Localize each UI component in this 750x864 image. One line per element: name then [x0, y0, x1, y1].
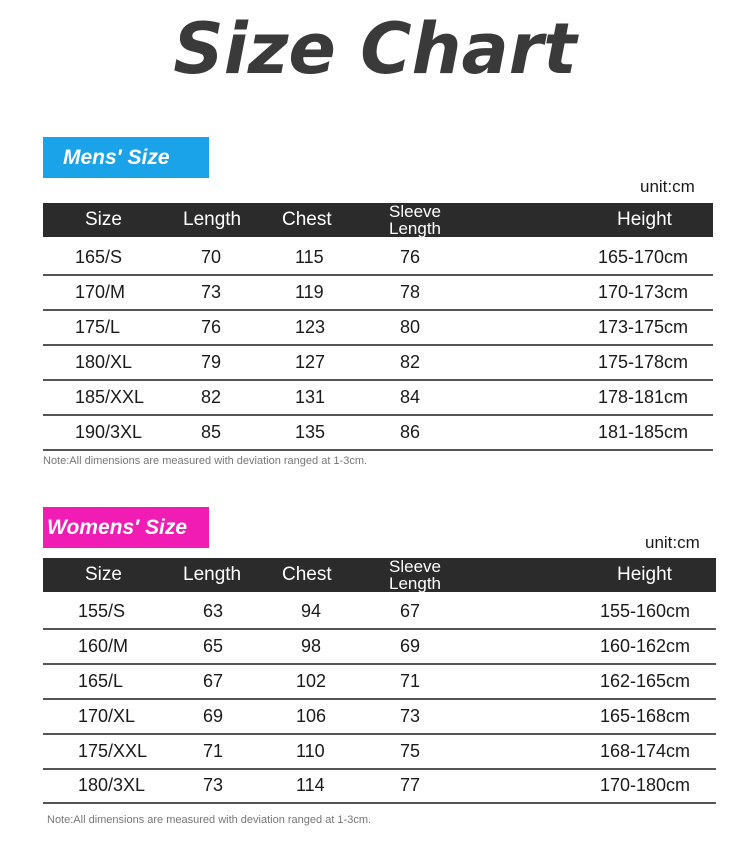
header-length: Length	[183, 564, 242, 585]
cell-height: 178-181cm	[598, 387, 689, 407]
header-sleeve-line2: Length	[389, 219, 441, 238]
mens-table-header	[43, 203, 713, 237]
header-sleeve-line2: Length	[389, 574, 441, 593]
cell-sleeve: 71	[400, 671, 421, 691]
cell-length: 85	[201, 422, 222, 442]
cell-height: 165-168cm	[600, 706, 691, 726]
womens-table-row	[43, 768, 716, 804]
cell-size: 175/L	[75, 317, 121, 337]
cell-sleeve: 77	[400, 775, 421, 795]
cell-size: 170/XL	[78, 706, 136, 726]
cell-size: 165/S	[75, 247, 123, 267]
mens-table-row	[43, 380, 713, 416]
womens-table-row	[43, 699, 716, 735]
cell-height: 155-160cm	[600, 601, 691, 621]
cell-chest: 135	[295, 422, 326, 442]
womens-table-row	[43, 629, 716, 665]
cell-height: 160-162cm	[600, 636, 691, 656]
cell-height: 168-174cm	[600, 741, 691, 761]
cell-size: 175/XXL	[78, 741, 148, 761]
womens-table-row	[43, 664, 716, 700]
mens-table-row	[43, 415, 713, 451]
womens-size-badge: Womens′ Size	[43, 507, 209, 548]
womens-table-row	[43, 734, 716, 770]
cell-length: 73	[203, 775, 224, 795]
cell-size: 180/XL	[75, 352, 133, 372]
mens-size-badge: Mens′ Size	[43, 137, 209, 178]
header-sleeve-line1: Sleeve	[389, 202, 441, 221]
header-length: Length	[183, 209, 242, 230]
cell-sleeve: 69	[400, 636, 421, 656]
cell-chest: 94	[301, 601, 322, 621]
cell-height: 173-175cm	[598, 317, 689, 337]
cell-sleeve: 80	[400, 317, 421, 337]
mens-table-row	[43, 240, 713, 276]
cell-sleeve: 76	[400, 247, 421, 267]
womens-table-header	[43, 558, 716, 592]
cell-chest: 123	[295, 317, 326, 337]
cell-length: 82	[201, 387, 222, 407]
cell-chest: 115	[295, 247, 324, 267]
cell-length: 70	[201, 247, 222, 267]
page-title: Size Chart	[173, 8, 577, 90]
womens-unit-label: unit:cm	[645, 533, 700, 552]
cell-size: 160/M	[78, 636, 129, 656]
cell-length: 67	[203, 671, 224, 691]
cell-size: 190/3XL	[75, 422, 143, 442]
cell-length: 79	[201, 352, 222, 372]
cell-sleeve: 73	[400, 706, 421, 726]
cell-height: 181-185cm	[598, 422, 689, 442]
mens-unit-label: unit:cm	[640, 177, 695, 196]
cell-length: 63	[203, 601, 224, 621]
cell-chest: 110	[296, 741, 325, 761]
cell-height: 170-180cm	[600, 775, 691, 795]
cell-height: 175-178cm	[598, 352, 689, 372]
mens-table-row	[43, 345, 713, 381]
header-size: Size	[85, 209, 122, 230]
womens-note: Note:All dimensions are measured with deviation ranged at 1-3cm.	[47, 814, 372, 826]
cell-length: 73	[201, 282, 222, 302]
cell-sleeve: 78	[400, 282, 421, 302]
header-height: Height	[617, 564, 672, 585]
cell-sleeve: 67	[400, 601, 421, 621]
cell-chest: 106	[296, 706, 327, 726]
cell-height: 162-165cm	[600, 671, 691, 691]
mens-table-row	[43, 310, 713, 346]
mens-table-row	[43, 275, 713, 311]
cell-size: 170/M	[75, 282, 126, 302]
header-sleeve-line1: Sleeve	[389, 557, 441, 576]
cell-sleeve: 82	[400, 352, 421, 372]
cell-length: 76	[201, 317, 222, 337]
cell-height: 170-173cm	[598, 282, 689, 302]
header-size: Size	[85, 564, 122, 585]
cell-chest: 98	[301, 636, 322, 656]
header-chest: Chest	[282, 209, 332, 230]
cell-chest: 127	[295, 352, 326, 372]
womens-table-row	[43, 594, 716, 630]
cell-length: 69	[203, 706, 224, 726]
cell-chest: 114	[296, 775, 325, 795]
cell-size: 165/L	[78, 671, 124, 691]
cell-chest: 131	[295, 387, 326, 407]
cell-length: 71	[203, 741, 224, 761]
header-height: Height	[617, 209, 672, 230]
cell-height: 165-170cm	[598, 247, 689, 267]
header-chest: Chest	[282, 564, 332, 585]
cell-sleeve: 84	[400, 387, 421, 407]
cell-size: 180/3XL	[78, 775, 146, 795]
cell-chest: 102	[296, 671, 327, 691]
cell-sleeve: 86	[400, 422, 421, 442]
cell-size: 185/XXL	[75, 387, 145, 407]
cell-chest: 119	[295, 282, 324, 302]
cell-length: 65	[203, 636, 224, 656]
mens-note: Note:All dimensions are measured with deviation ranged at 1-3cm.	[43, 455, 368, 467]
cell-size: 155/S	[78, 601, 126, 621]
cell-sleeve: 75	[400, 741, 421, 761]
